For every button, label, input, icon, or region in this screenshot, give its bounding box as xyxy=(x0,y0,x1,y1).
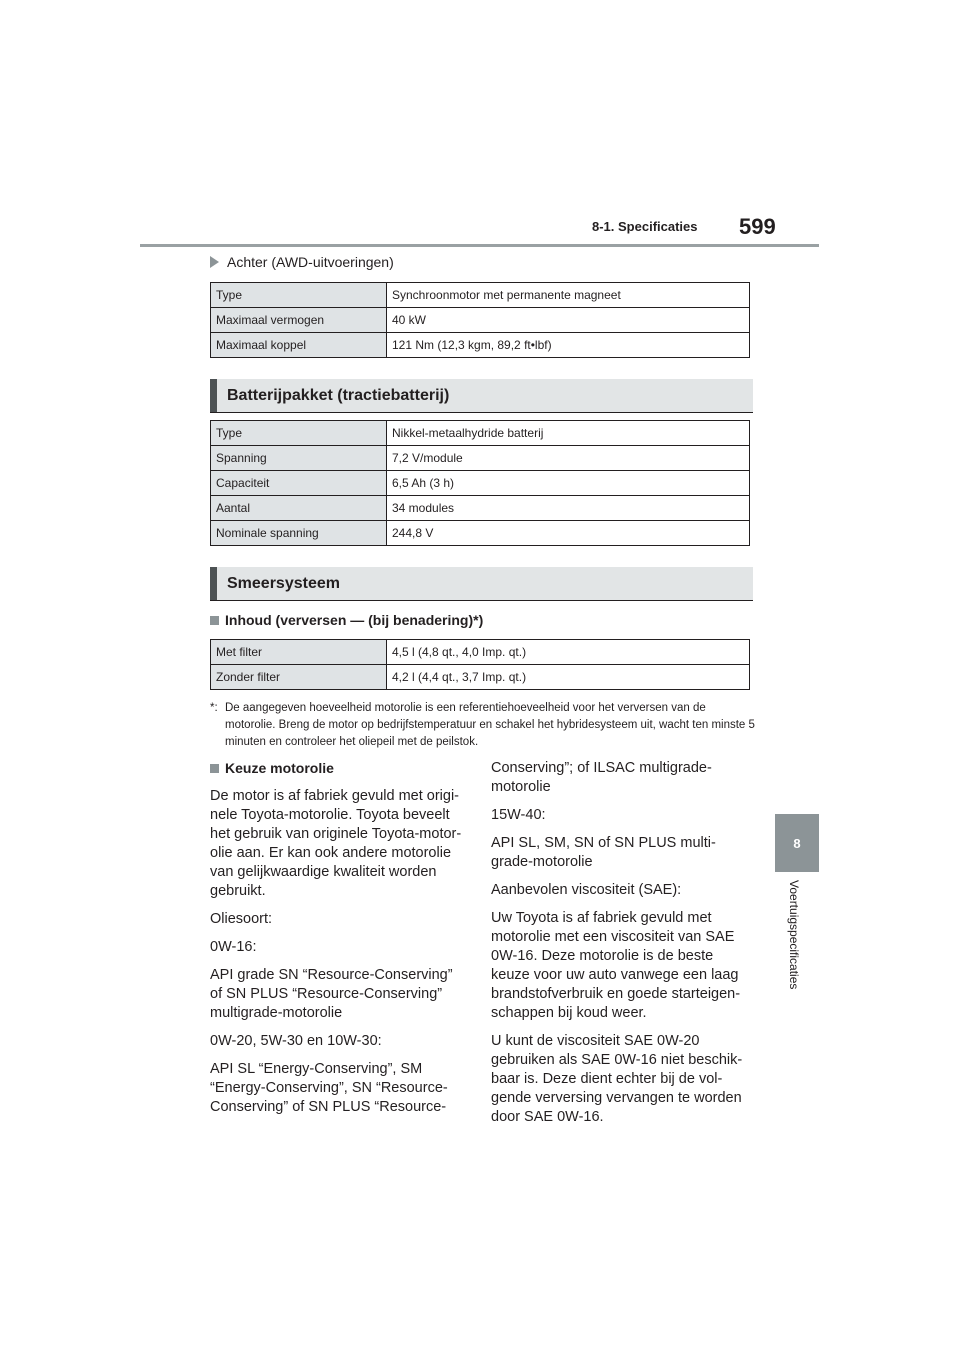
capacity-heading-text: Inhoud (verversen — (bij benadering)*) xyxy=(225,612,484,628)
paragraph: 15W-40: xyxy=(491,807,546,823)
table-value: 7,2 V/module xyxy=(387,446,750,471)
lubrication-section-title: Smeersysteem xyxy=(227,574,340,592)
paragraph: API grade SN “Resource-Conserving” of SN PLUS “Resource-Conserving” multigrade-motorolie xyxy=(210,967,453,1021)
table-row xyxy=(211,640,750,665)
header-divider xyxy=(140,244,819,247)
paragraph: U kunt de viscositeit SAE 0W-20 gebruiken als SAE 0W-16 niet beschik-baar is. Deze dient echter bij de vol-gende verversing vervangen te worden door SAE 0W-16. xyxy=(491,1033,743,1125)
table-row xyxy=(211,421,750,446)
table-value: 6,5 Ah (3 h) xyxy=(387,471,750,496)
heading-bar xyxy=(210,379,217,412)
table-row xyxy=(211,496,750,521)
square-bullet-icon xyxy=(210,616,219,625)
oil-choice-left-column xyxy=(210,759,468,1126)
battery-section-heading xyxy=(210,379,753,413)
table-value: 4,2 l (4,4 qt., 3,7 Imp. qt.) xyxy=(387,665,750,690)
chapter-label-text: Voertuigspecificaties xyxy=(787,880,801,990)
paragraph: API SL “Energy-Conserving”, SM “Energy-Conserving”, SN “Resource-Conserving” of SN PLUS “Resource- xyxy=(210,1061,448,1115)
page-number: 599 xyxy=(739,214,776,239)
oil-choice-right-column xyxy=(491,759,753,1136)
chapter-number: 8 xyxy=(793,835,801,851)
table-key: Type xyxy=(211,283,387,308)
triangle-bullet-icon xyxy=(210,256,219,268)
rear-motor-table xyxy=(210,282,750,358)
table-value: 121 Nm (12,3 kgm, 89,2 ft•lbf) xyxy=(387,333,750,358)
rear-motor-title: Achter (AWD-uitvoeringen) xyxy=(227,254,394,270)
paragraph: 0W-16: xyxy=(210,939,257,955)
paragraph: 0W-20, 5W-30 en 10W-30: xyxy=(210,1033,382,1049)
oil-choice-heading-text: Keuze motorolie xyxy=(225,760,334,776)
table-row xyxy=(211,665,750,690)
paragraph: Conserving”; of ILSAC multigrade-motorolie xyxy=(491,760,712,795)
table-key: Spanning xyxy=(211,446,387,471)
table-row xyxy=(211,521,750,546)
table-key: Met filter xyxy=(211,640,387,665)
table-key: Type xyxy=(211,421,387,446)
lubrication-section-heading xyxy=(210,567,753,601)
footnote-text: De aangegeven hoeveelheid motorolie is een referentiehoeveelheid voor het verversen van de motorolie. Breng de motor op bedrijfstemperatuur en schakel het hybridesysteem uit, wacht ten minste 5 minuten en controleer het oliepeil met de peilstok. xyxy=(225,702,755,748)
oil-choice-heading xyxy=(210,759,468,778)
table-value: 34 modules xyxy=(387,496,750,521)
table-key: Maximaal vermogen xyxy=(211,308,387,333)
capacity-heading xyxy=(210,612,483,628)
table-key: Nominale spanning xyxy=(211,521,387,546)
table-row xyxy=(211,471,750,496)
paragraph: De motor is af fabriek gevuld met origi-nele Toyota-motorolie. Toyota beveelt het gebruik van originele Toyota-motor-olie aan. Er kan ook andere motorolie van gelijkwaardige kwaliteit worden gebruikt. xyxy=(210,788,462,899)
table-row xyxy=(211,446,750,471)
oil-capacity-table xyxy=(210,639,750,690)
chapter-label xyxy=(787,880,807,1020)
heading-bar xyxy=(210,567,217,600)
capacity-footnote xyxy=(210,700,755,751)
table-value: Nikkel-metaalhydride batterij xyxy=(387,421,750,446)
paragraph: Oliesoort: xyxy=(210,911,273,927)
table-key: Maximaal koppel xyxy=(211,333,387,358)
footnote-mark: *: xyxy=(210,702,218,714)
table-key: Capaciteit xyxy=(211,471,387,496)
section-reference: 8-1. Specificaties xyxy=(592,219,698,234)
battery-table xyxy=(210,420,750,546)
rear-motor-subheading xyxy=(210,254,394,270)
paragraph: Aanbevolen viscositeit (SAE): xyxy=(491,882,682,898)
table-value: 4,5 l (4,8 qt., 4,0 Imp. qt.) xyxy=(387,640,750,665)
table-value: 40 kW xyxy=(387,308,750,333)
square-bullet-icon xyxy=(210,764,219,773)
table-row xyxy=(211,283,750,308)
chapter-tab xyxy=(775,814,819,872)
table-key: Zonder filter xyxy=(211,665,387,690)
table-row xyxy=(211,333,750,358)
table-row xyxy=(211,308,750,333)
battery-section-title: Batterijpakket (tractiebatterij) xyxy=(227,386,450,404)
table-value: 244,8 V xyxy=(387,521,750,546)
table-key: Aantal xyxy=(211,496,387,521)
table-value: Synchroonmotor met permanente magneet xyxy=(387,283,750,308)
paragraph: API SL, SM, SN of SN PLUS multi-grade-motorolie xyxy=(491,835,716,870)
paragraph: Uw Toyota is af fabriek gevuld met motorolie met een viscositeit van SAE 0W-16. Deze motorolie is de beste keuze voor uw auto vanwege een laag brandstofverbruik en goede starteigen-schappen bij koud weer. xyxy=(491,910,741,1021)
